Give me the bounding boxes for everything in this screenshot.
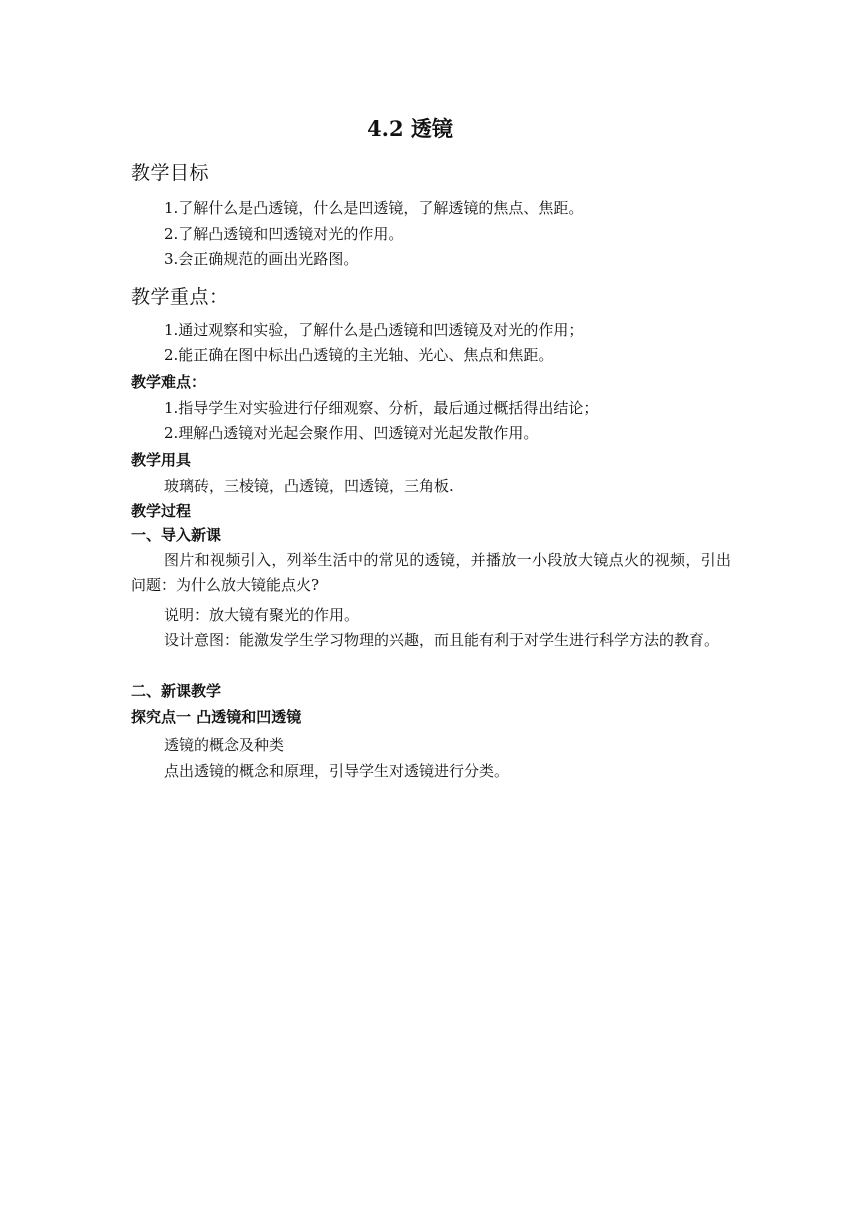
key-point-item-1: 1.通过观察和实验，了解什么是凸透镜和凹透镜及对光的作用； xyxy=(164,321,584,339)
objective-item-3: 3.会正确规范的画出光路图。 xyxy=(164,250,359,268)
document-title: 4.2 透镜 xyxy=(367,116,453,141)
difficulty-item-2: 2.理解凸透镜对光起会聚作用、凹透镜对光起发散作用。 xyxy=(164,424,539,442)
key-point-item-2: 2.能正确在图中标出凸透镜的主光轴、光心、焦点和焦距。 xyxy=(164,346,554,364)
section-new-lesson-heading: 二、新课教学 xyxy=(131,682,222,700)
tools-text: 玻璃砖，三棱镜，凸透镜，凹透镜，三角板. xyxy=(164,477,454,495)
objectives-heading: 教学目标 xyxy=(131,162,210,184)
explanation-line: 说明：放大镜有聚光的作用。 xyxy=(164,606,360,624)
tools-heading: 教学用具 xyxy=(131,451,192,469)
section-intro-heading: 一、导入新课 xyxy=(131,526,222,544)
objective-item-2: 2.了解凸透镜和凹透镜对光的作用。 xyxy=(164,225,404,243)
design-intent-paragraph: 设计意图：能激发学生学习物理的兴趣，而且能有利于对学生进行科学方法的教育。 xyxy=(164,631,720,649)
difficulties-heading: 教学难点： xyxy=(131,373,207,391)
lens-principle-line: 点出透镜的概念和原理，引导学生对透镜进行分类。 xyxy=(164,762,510,780)
process-heading: 教学过程 xyxy=(131,502,192,520)
difficulty-item-1: 1.指导学生对实验进行仔细观察、分析，最后通过概括得出结论； xyxy=(164,399,599,417)
lens-concept-line: 透镜的概念及种类 xyxy=(164,736,285,754)
intro-paragraph: 图片和视频引入，列举生活中的常见的透镜，并播放一小段放大镜点火的视频，引出问题：为什么放大镜能点火? xyxy=(131,551,731,594)
objective-item-1: 1.了解什么是凸透镜，什么是凹透镜，了解透镜的焦点、焦距。 xyxy=(164,199,584,217)
key-points-heading: 教学重点： xyxy=(131,286,229,308)
inquiry-point-heading: 探究点一 凸透镜和凹透镜 xyxy=(131,708,302,726)
